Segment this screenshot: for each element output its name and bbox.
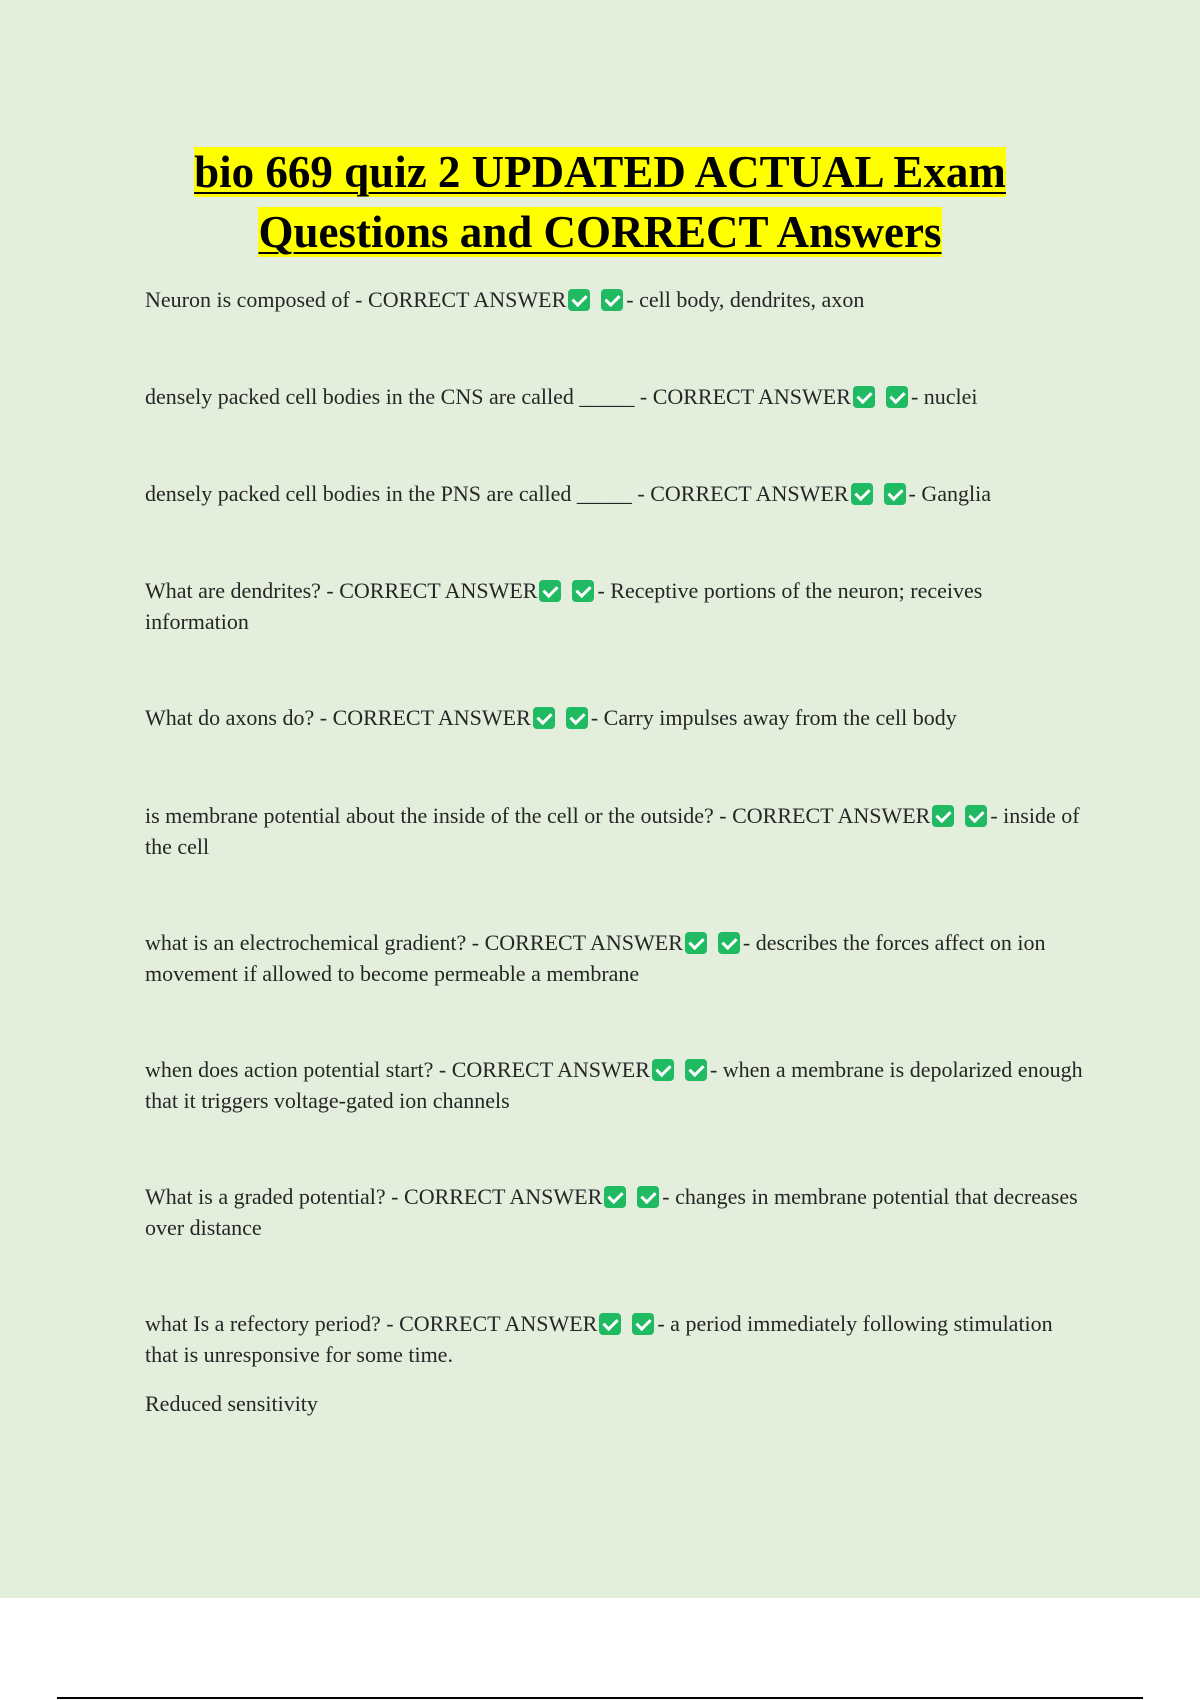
check-icon (539, 580, 561, 602)
answer-text: - describes the forces affect on ion movement if allowed to become permeable a membrane (145, 930, 1046, 986)
answer-label: CORRECT ANSWER (332, 705, 531, 730)
question-text: is membrane potential about the inside of the cell or the outside? - (145, 803, 733, 828)
check-icon (572, 580, 594, 602)
qa-item (145, 1308, 1085, 1370)
check-icon (604, 1186, 626, 1208)
answer-label: CORRECT ANSWER (652, 384, 851, 409)
answer-label: CORRECT ANSWER (399, 1311, 598, 1336)
qa-item (145, 702, 1085, 733)
title-line-1: bio 669 quiz 2 UPDATED ACTUAL Exam (194, 147, 1006, 197)
check-icon (853, 386, 875, 408)
answer-text: - inside of the cell (145, 803, 1080, 859)
check-icon (851, 483, 873, 505)
question-text: what Is a refectory period? - (145, 1311, 400, 1336)
check-icon (533, 707, 555, 729)
question-text: what is an electrochemical gradient? - (145, 930, 485, 955)
answer-label: CORRECT ANSWER (368, 287, 567, 312)
check-icon (685, 1059, 707, 1081)
question-text: Neuron is composed of - (145, 287, 369, 312)
answer-text: - Carry impulses away from the cell body (590, 705, 957, 730)
check-icon (601, 289, 623, 311)
answer-label: CORRECT ANSWER (732, 803, 931, 828)
check-icon (637, 1186, 659, 1208)
check-icon (932, 805, 954, 827)
qa-item (145, 381, 1085, 412)
answer-text: - nuclei (910, 384, 978, 409)
footer-divider (57, 1697, 1143, 1699)
question-text: What is a graded potential? - (145, 1184, 405, 1209)
extra-note: Reduced sensitivity (145, 1391, 318, 1416)
qa-item (145, 800, 1085, 862)
answer-label: CORRECT ANSWER (484, 930, 683, 955)
answer-label: CORRECT ANSWER (451, 1057, 650, 1082)
qa-item (145, 478, 1085, 509)
answer-text: - cell body, dendrites, axon (626, 287, 865, 312)
answer-label: CORRECT ANSWER (650, 481, 849, 506)
qa-item (145, 927, 1085, 989)
question-text: densely packed cell bodies in the CNS are called _____ - (145, 384, 653, 409)
question-text: What do axons do? - (145, 705, 333, 730)
check-icon (718, 932, 740, 954)
question-text: when does action potential start? - (145, 1057, 452, 1082)
question-text: densely packed cell bodies in the PNS are called _____ - (145, 481, 651, 506)
title-line-2: Questions and CORRECT Answers (258, 207, 942, 257)
check-icon (884, 483, 906, 505)
answer-text: - changes in membrane potential that decreases over distance (145, 1184, 1078, 1240)
check-icon (652, 1059, 674, 1081)
answer-label: CORRECT ANSWER (404, 1184, 603, 1209)
answer-text: - Ganglia (908, 481, 991, 506)
check-icon (599, 1313, 621, 1335)
answer-text: - a period immediately following stimulation that is unresponsive for some time. (145, 1311, 1053, 1367)
qa-item (145, 284, 1085, 315)
question-text: What are dendrites? - (145, 578, 340, 603)
answer-text: - when a membrane is depolarized enough that it triggers voltage-gated ion channels (145, 1057, 1083, 1113)
qa-item (145, 1181, 1085, 1243)
answer-label: CORRECT ANSWER (339, 578, 538, 603)
document-title (0, 142, 1200, 262)
check-icon (685, 932, 707, 954)
qa-item (145, 1054, 1085, 1116)
qa-item (145, 575, 1085, 637)
check-icon (965, 805, 987, 827)
answer-text: - Receptive portions of the neuron; receives information (145, 578, 983, 634)
check-icon (886, 386, 908, 408)
check-icon (632, 1313, 654, 1335)
check-icon (568, 289, 590, 311)
check-icon (566, 707, 588, 729)
